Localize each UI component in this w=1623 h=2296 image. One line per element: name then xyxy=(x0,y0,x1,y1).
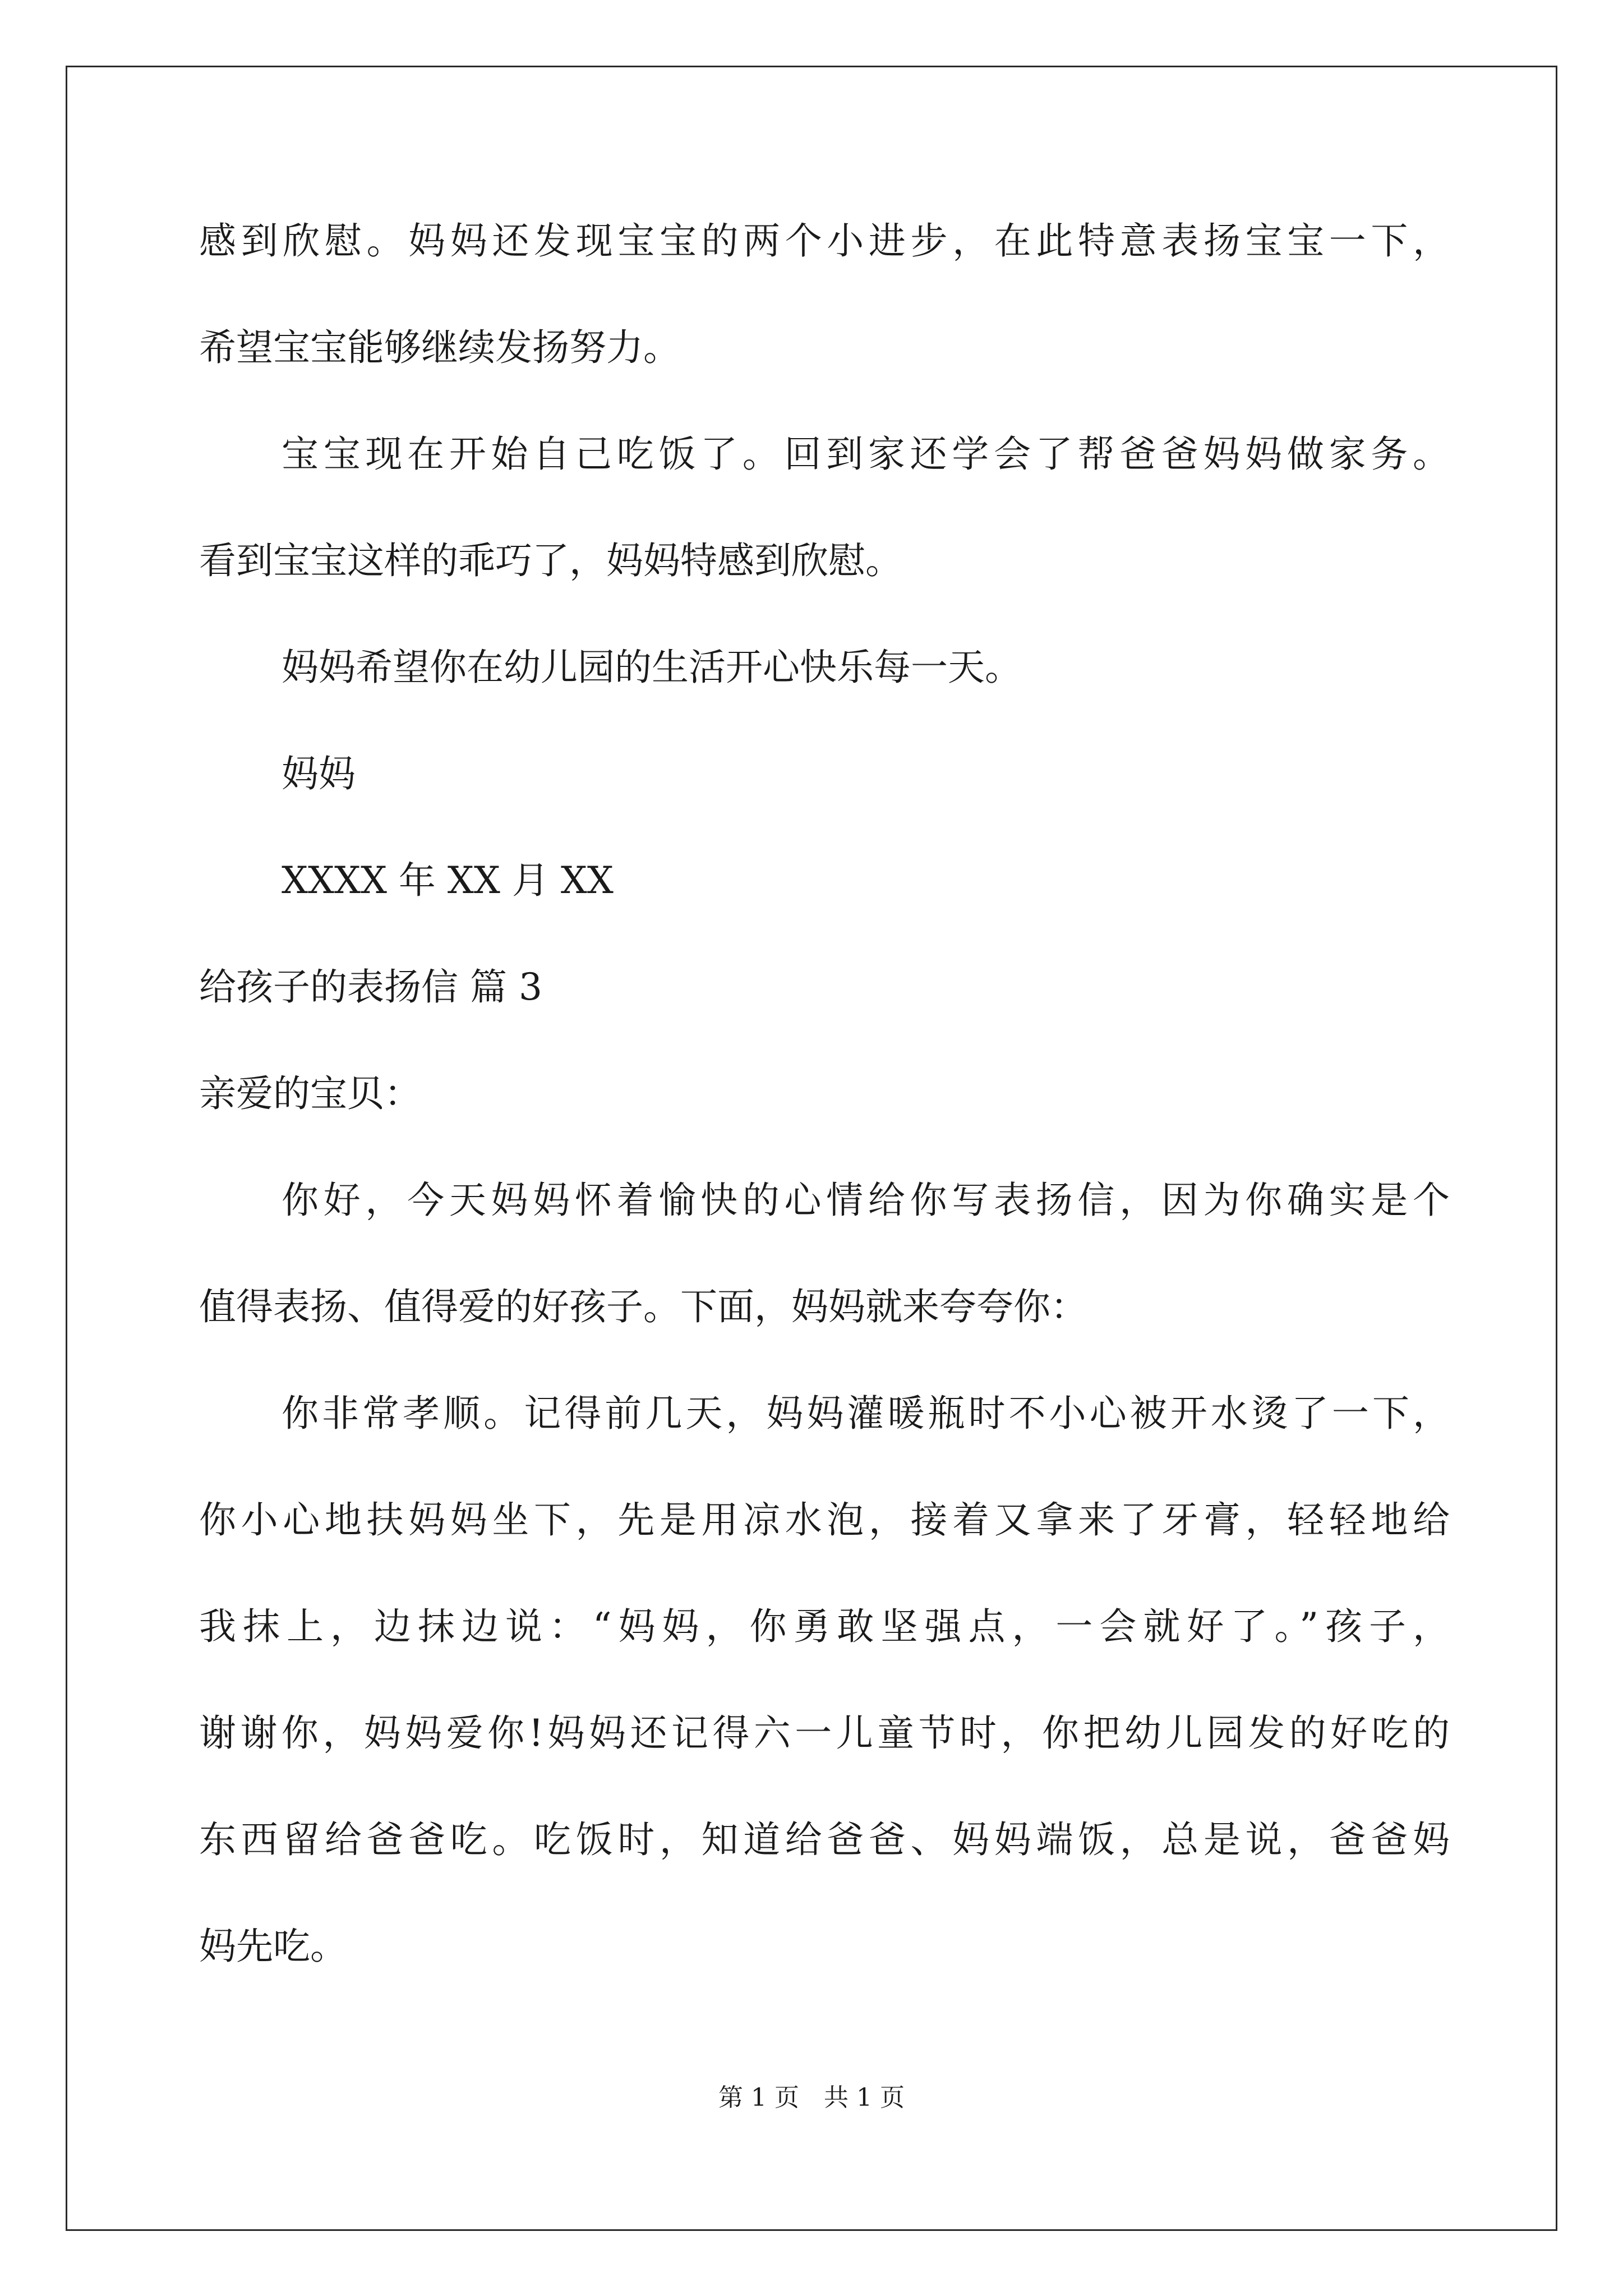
text-line: 妈先吃。 xyxy=(199,1925,347,1968)
text-line: 妈妈希望你在幼儿园的生活开心快乐每一天。 xyxy=(282,646,1022,689)
text-line: 希望宝宝能够继续发扬努力。 xyxy=(199,326,680,369)
text-line: 你非常孝顺。记得前几天，妈妈灌暖瓶时不小心被开水烫了一下， xyxy=(282,1392,1450,1435)
text-line: 我抹上，边抹边说：“妈妈，你勇敢坚强点，一会就好了。”孩子， xyxy=(199,1605,1450,1648)
text-line: 你好，今天妈妈怀着愉快的心情给你写表扬信，因为你确实是个 xyxy=(282,1179,1450,1222)
signature: 妈妈 xyxy=(282,752,356,795)
text-line: 感到欣慰。妈妈还发现宝宝的两个小进步，在此特意表扬宝宝一下， xyxy=(199,219,1450,263)
text-line: 东西留给爸爸吃。吃饭时，知道给爸爸、妈妈端饭，总是说，爸爸妈 xyxy=(199,1818,1450,1861)
page-border xyxy=(66,66,1557,2231)
page-number-footer: 第 1 页 共 1 页 xyxy=(718,2083,905,2112)
salutation: 亲爱的宝贝： xyxy=(199,1072,421,1115)
section-heading: 给孩子的表扬信 篇 3 xyxy=(199,965,542,1009)
date-line: XXXX 年 XX 月 XX xyxy=(282,859,614,902)
text-line: 宝宝现在开始自己吃饭了。回到家还学会了帮爸爸妈妈做家务。 xyxy=(282,432,1450,476)
text-line: 看到宝宝这样的乖巧了，妈妈特感到欣慰。 xyxy=(199,539,902,582)
text-line: 你小心地扶妈妈坐下，先是用凉水泡，接着又拿来了牙膏，轻轻地给 xyxy=(199,1498,1450,1542)
text-line: 谢谢你，妈妈爱你!妈妈还记得六一儿童节时，你把幼儿园发的好吃的 xyxy=(199,1711,1450,1755)
text-line: 值得表扬、值得爱的好孩子。下面，妈妈就来夸夸你： xyxy=(199,1285,1087,1328)
